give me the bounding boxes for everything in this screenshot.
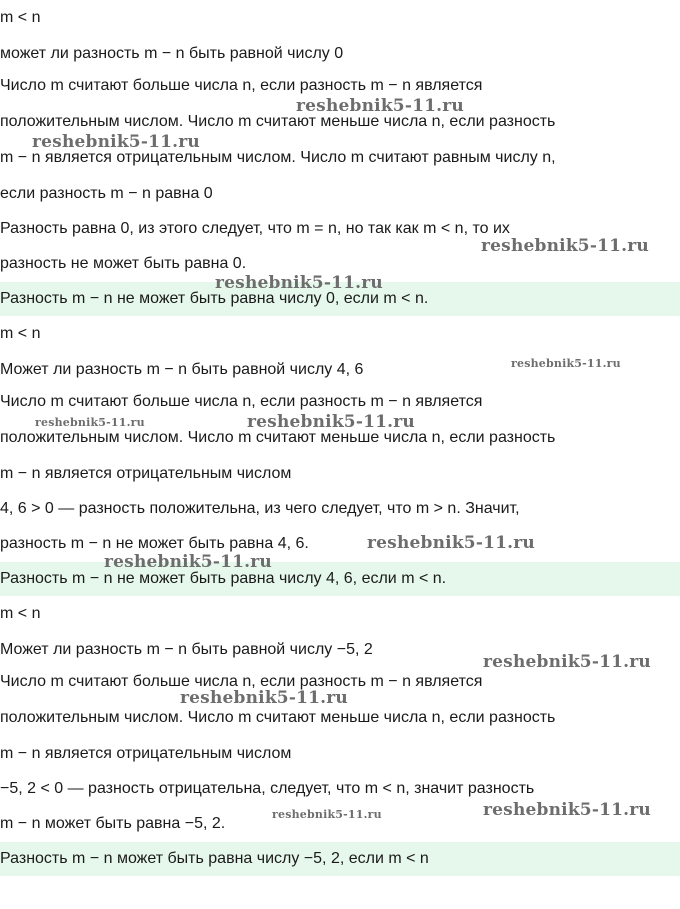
definition-2-line-2: положительным числом. Число m считают меньше числа n, если разность	[0, 429, 556, 446]
answer-2: Разность m − n не может быть равна числу 4, 6, если m < n.	[0, 562, 680, 596]
question-2: Может ли разность m − n быть равной числу 4, 6	[0, 361, 364, 378]
solution-2-line-2: разность m − n не может быть равна 4, 6.	[0, 535, 309, 552]
watermark: reshebnik5-11.ru	[272, 808, 382, 821]
question-1: может ли разность m − n быть равной числу 0	[0, 45, 344, 62]
watermark: reshebnik5-11.ru	[483, 800, 651, 820]
watermark: reshebnik5-11.ru	[215, 273, 383, 293]
condition-3: m < n	[0, 605, 41, 622]
watermark: reshebnik5-11.ru	[367, 533, 535, 553]
definition-1-line-1: Число m считают больше числа n, если разность m − n является	[0, 77, 483, 94]
answer-3: Разность m − n может быть равна числу −5, 2, если m < n	[0, 842, 680, 876]
watermark: reshebnik5-11.ru	[296, 96, 464, 116]
definition-2-line-3: m − n является отрицательным числом	[0, 465, 292, 482]
watermark: reshebnik5-11.ru	[104, 552, 272, 572]
solution-3-line-1: −5, 2 < 0 — разность отрицательна, следует, что m < n, значит разность	[0, 780, 535, 797]
watermark: reshebnik5-11.ru	[481, 236, 649, 256]
watermark: reshebnik5-11.ru	[32, 132, 200, 152]
definition-1-line-4: если разность m − n равна 0	[0, 185, 213, 202]
watermark: reshebnik5-11.ru	[247, 412, 415, 432]
watermark: reshebnik5-11.ru	[35, 416, 145, 429]
solution-2-line-1: 4, 6 > 0 — разность положительна, из чего следует, что m > n. Значит,	[0, 500, 520, 517]
watermark: reshebnik5-11.ru	[511, 357, 621, 370]
condition-1: m < n	[0, 9, 41, 26]
condition-2: m < n	[0, 325, 41, 342]
solution-1-line-1: Разность равна 0, из этого следует, что m = n, но так как m < n, то их	[0, 220, 510, 237]
definition-1-line-3: m − n является отрицательным числом. Число m считают равным числу n,	[0, 149, 556, 166]
watermark: reshebnik5-11.ru	[180, 688, 348, 708]
question-3: Может ли разность m − n быть равной числу −5, 2	[0, 641, 373, 658]
definition-1-line-2: положительным числом. Число m считают меньше числа n, если разность	[0, 113, 556, 130]
definition-2-line-1: Число m считают больше числа n, если разность m − n является	[0, 393, 483, 410]
answer-1: Разность m − n не может быть равна числу 0, если m < n.	[0, 282, 680, 316]
solution-3-line-2: m − n может быть равна −5, 2.	[0, 815, 226, 832]
solution-1-line-2: разность не может быть равна 0.	[0, 255, 247, 272]
definition-3-line-3: m − n является отрицательным числом	[0, 745, 292, 762]
definition-3-line-1: Число m считают больше числа n, если разность m − n является	[0, 673, 483, 690]
definition-3-line-2: положительным числом. Число m считают меньше числа n, если разность	[0, 709, 556, 726]
watermark: reshebnik5-11.ru	[483, 652, 651, 672]
